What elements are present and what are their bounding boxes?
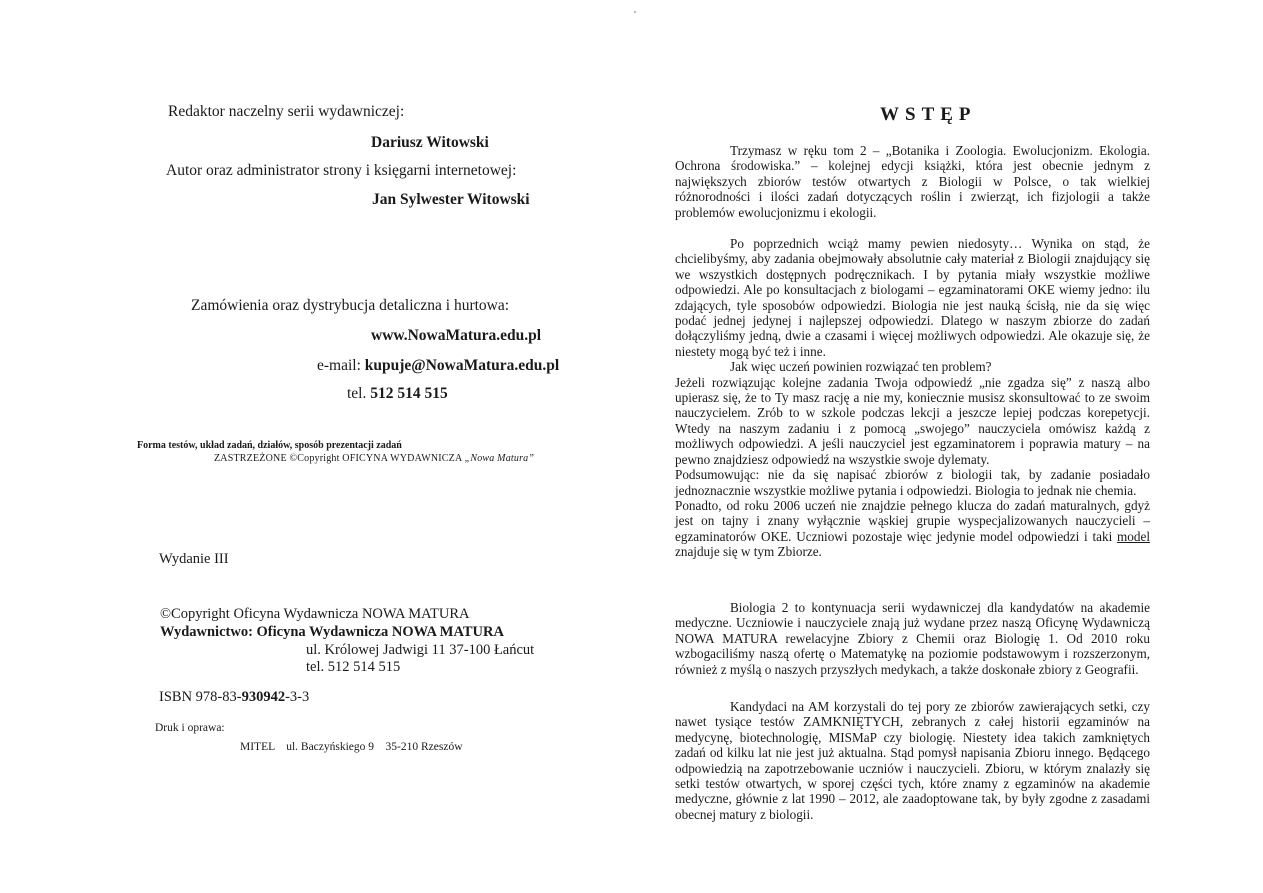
isbn-bold: 930942 bbox=[241, 689, 286, 705]
paragraph-text: Trzymasz w ręku tom 2 – „Botanika i Zoologia. Ewolucjonizm. Ekologia. Ochrona środowiska.” – kolejnej edycji książki, która jest obecnie jednym z największych zbiorów testów otwartych z Biologii w Polsce, o tak wielkiej różnorodności i ilości zadań dotyczących roślin i zwierząt, ich fizjologii a także problemów ewolucjonizmu i ekologii. bbox=[675, 143, 1150, 220]
publisher-line: Wydawnictwo: Oficyna Wydawnicza NOWA MATURA bbox=[160, 624, 504, 640]
paragraph-text: Biologia 2 to kontynuacja serii wydawniczej dla kandydatów na akademie medyczne. Uczniowie i nauczyciele znają już wydane przez naszą Oficynę Wydawniczą NOWA MATURA rewelacyjne Zbiory z Chemii oraz Biologię 1. Od 2010 roku wzbogaciliśmy naszą ofertę o Matematykę na poziomie podstawowym i rozszerzonym, również z myślą o naszych przyszłych medykach, a także doskonałe zbiory z Geografii. bbox=[675, 600, 1150, 677]
rights-notice-line2 bbox=[214, 453, 534, 464]
intro-paragraph-4 bbox=[675, 699, 1150, 822]
website-link[interactable]: www.NowaMatura.edu.pl bbox=[371, 327, 542, 344]
paragraph-text-start: Ponadto, od roku 2006 uczeń nie znajdzie pełnego klucza do zadań maturalnych, gdyż jest on tajny i znany wyłącznie wąskiej grupie wyspecjalizowanych nauczycieli – egzaminatorów OKE. Uczniowi pozostaje więc jedynie model odpowiedzi i taki bbox=[675, 497, 1150, 544]
paragraph-text bbox=[675, 498, 1150, 560]
phone-line bbox=[347, 385, 448, 403]
orders-label: Zamówienia oraz dystrybucja detaliczna i hurtowa: bbox=[191, 297, 510, 314]
email-line bbox=[317, 357, 559, 375]
rights-reserved-text: ZASTRZEŻONE ©Copyright OFICYNA WYDAWNICZA bbox=[214, 453, 465, 464]
editor-label: Redaktor naczelny serii wydawniczej: bbox=[168, 103, 405, 120]
paragraph-text: Jak więc uczeń powinien rozwiązać ten problem? bbox=[730, 359, 992, 375]
email-link[interactable]: kupuje@NowaMatura.edu.pl bbox=[364, 357, 560, 374]
isbn-suffix: -3-3 bbox=[285, 689, 310, 705]
author-name: Jan Sylwester Witowski bbox=[372, 191, 530, 208]
publisher-address: ul. Królowej Jadwigi 11 37-100 Łańcut bbox=[306, 642, 535, 658]
paragraph-text: Po poprzednich wciąż mamy pewien niedosyty… Wynika on stąd, że chcielibyśmy, aby zadania obejmowały absolutnie cały materiał z Biologii znajdujący się we wszystkich dostępnych podręcznikach. I by pytania miały wszystkie możliwe odpowiedzi. Ale po konsultacjach z biologami – egzaminatorami OKE wiemy jedno: ilu zdających, tyle sposobów odpowiedzi. Biologia nie jest nauką ścisłą, nie da się więc podać jednej jedynej i najlepszej odpowiedzi. Dlatego w naszym zbiorze do zadań dołączyliśmy jedną, dwie a czasami i więcej możliwych odpowiedzi. Ale okazuje się, że niestety mogą być też i inne. bbox=[675, 236, 1150, 359]
intro-paragraph-1 bbox=[675, 143, 1150, 220]
isbn bbox=[159, 689, 309, 706]
publisher-phone: tel. 512 514 515 bbox=[306, 659, 401, 675]
paragraph-text-end: znajduje się w tym Zbiorze. bbox=[675, 544, 822, 560]
email-label: e-mail: bbox=[317, 357, 361, 374]
phone-label: tel. bbox=[347, 385, 367, 402]
edition: Wydanie III bbox=[159, 551, 229, 567]
copyright-line: ©Copyright Oficyna Wydawnicza NOWA MATURA bbox=[160, 606, 470, 622]
intro-paragraph-3 bbox=[675, 600, 1150, 677]
phone-number: 512 514 515 bbox=[370, 385, 448, 402]
paragraph-text: Podsumowując: nie da się napisać zbiorów z biologii tak, by zadanie posiadało jednoznacznie wszystkie możliwe pytania i odpowiedzi. Biologia to jednak nie chemia. bbox=[675, 467, 1150, 498]
paragraph-text: Jeżeli rozwiązując kolejne zadania Twoja odpowiedź „nie zgadza się” z naszą albo upierasz się, że to Ty masz rację a nie my, koniecznie musisz skonsultować to ze swoim nauczycielem. Zrób to w szkole podczas lekcji a jeszcze lepiej podczas korepetycji. Wtedy na naszym zadaniu i z pomocą „swojego” nauczyciela omówisz każdą z możliwych odpowiedzi. A jeśli nauczyciel jest egzaminatorem i poprawia matury – na pewno znajdziesz odpowiedź na wszystkie swoje dylematy. bbox=[675, 374, 1150, 467]
isbn-prefix: ISBN 978-83- bbox=[159, 689, 242, 705]
rights-brand-italic: „Nowa Matura” bbox=[464, 453, 535, 464]
editor-name: Dariusz Witowski bbox=[371, 134, 489, 151]
author-label: Autor oraz administrator strony i księgarni internetowej: bbox=[166, 162, 517, 179]
printer-info: MITEL ul. Baczyńskiego 9 35-210 Rzeszów bbox=[240, 741, 463, 753]
page-title: WSTĘP bbox=[880, 104, 977, 125]
paragraph-text: Kandydaci na AM korzystali do tej pory ze zbiorów zawierających setki, czy nawet tysiące testów ZAMKNIĘTYCH, zebranych z całej historii egzaminów na medycynę, biotechnologię, MISMaP czy biologię. Niestety idea takich zamkniętych zadań od kilku lat nie jest już aktualna. Stąd pomysł napisania Zbioru innego. Będącego odpowiedzią na zapotrzebowanie uczniów i nauczycieli. Zbioru, w którym znalazły się setki testów otwartych, w sporej części tych, które znamy z egzaminów na akademie medyczne, głównie z lat 1990 – 2012, ale zaadoptowane tak, by były zgodne z zasadami obecnej matury z biologii. bbox=[675, 699, 1150, 822]
underlined-model: model bbox=[1117, 528, 1150, 544]
print-label: Druk i oprawa: bbox=[155, 722, 225, 734]
intro-paragraph-2 bbox=[675, 236, 1150, 560]
rights-notice-line1: Forma testów, układ zadań, działów, sposób prezentacji zadań bbox=[137, 440, 402, 451]
